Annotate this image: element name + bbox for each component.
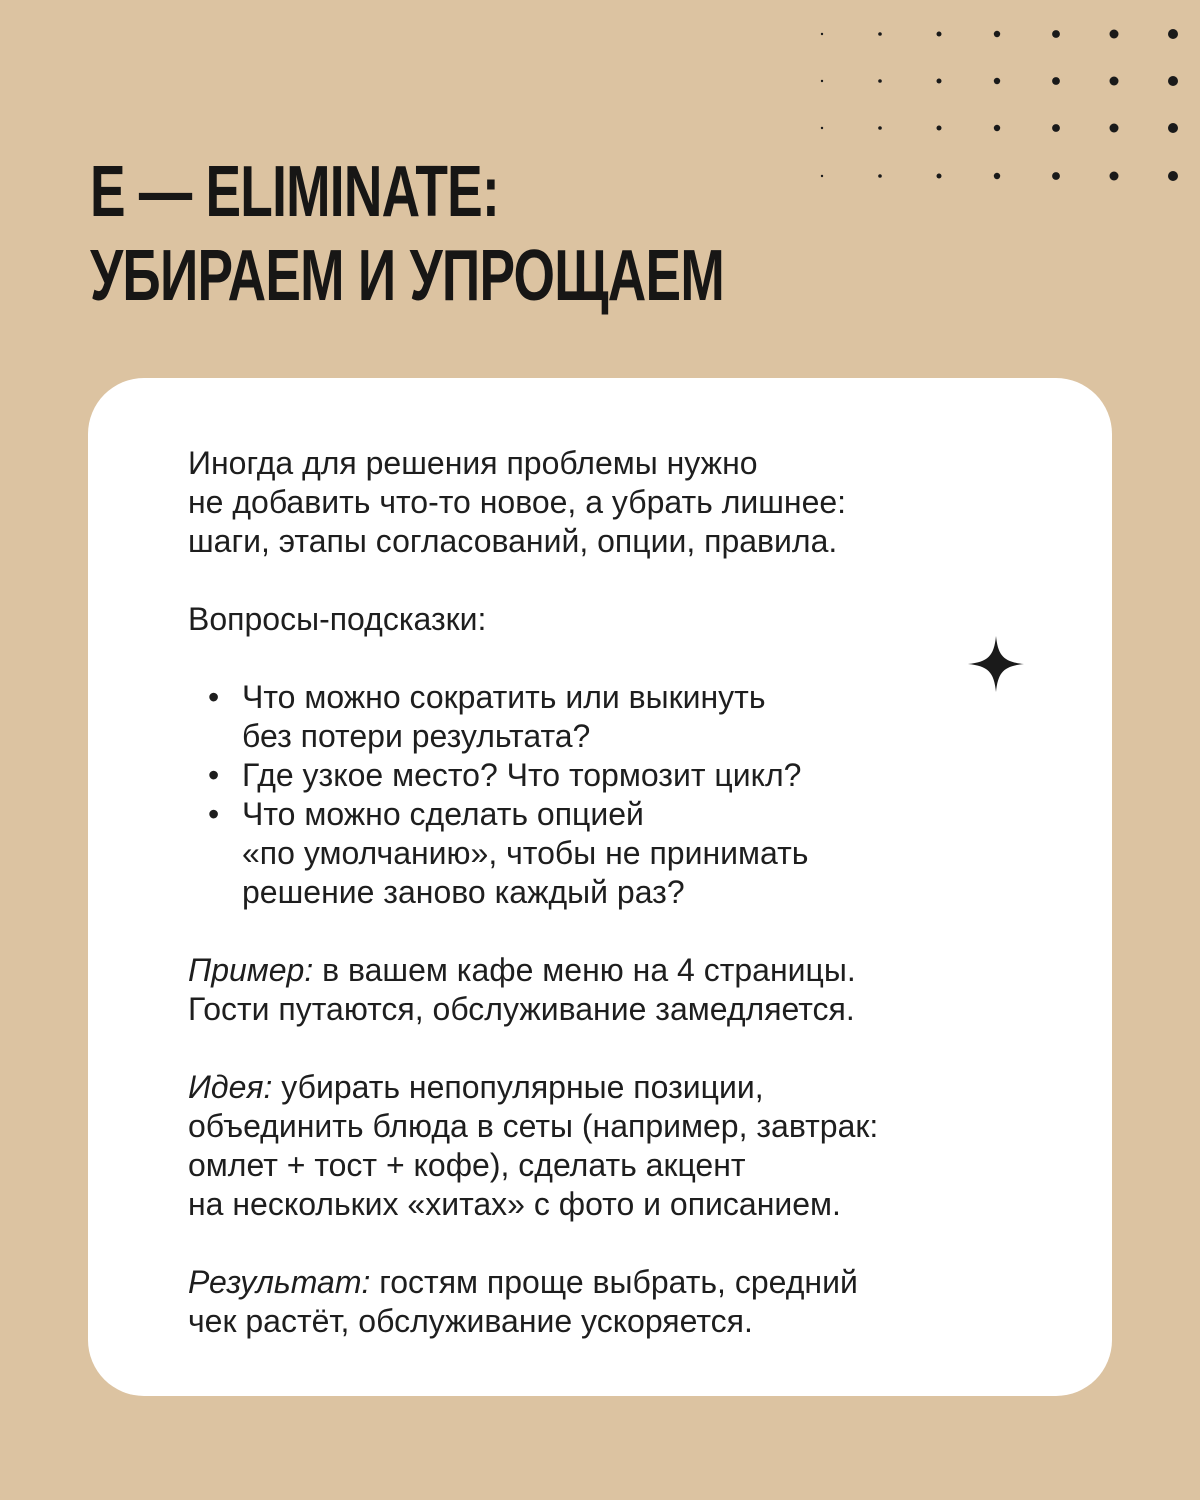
title-line-2: УБИРАЕМ И УПРОЩАЕМ — [90, 236, 724, 316]
example-paragraph — [188, 951, 1068, 1029]
list-item-line: «по умолчанию», чтобы не принимать — [242, 835, 809, 871]
decor-dot — [878, 32, 882, 36]
list-item-line: без потери результата? — [242, 718, 591, 754]
idea-text: объединить блюда в сеты (например, завтрак: — [188, 1108, 879, 1144]
idea-paragraph — [188, 1068, 1068, 1224]
page-title — [90, 150, 724, 318]
decor-dot — [821, 80, 823, 82]
decor-dot — [878, 79, 882, 83]
questions-list — [188, 678, 1068, 912]
decor-dot — [1110, 77, 1119, 86]
intro-line: не добавить что-то новое, а убрать лишнее: — [188, 484, 847, 520]
decor-dot — [821, 127, 823, 129]
list-item — [188, 795, 1068, 912]
decor-dot — [1052, 172, 1060, 180]
decor-dot — [994, 31, 1000, 37]
decor-dot — [937, 126, 942, 131]
example-text: Гости путаются, обслуживание замедляется. — [188, 991, 855, 1027]
idea-text: на нескольких «хитах» с фото и описанием. — [188, 1186, 841, 1222]
decor-dot — [1168, 29, 1178, 39]
idea-text: омлет + тост + кофе), сделать акцент — [188, 1147, 746, 1183]
decor-dot — [878, 126, 882, 130]
list-item — [188, 678, 1068, 756]
decor-dot — [821, 175, 823, 177]
decor-dot — [1168, 171, 1178, 181]
result-label: Результат: — [188, 1264, 371, 1300]
decor-dot — [1110, 124, 1119, 133]
decor-dot — [994, 78, 1000, 84]
result-text: гостям проще выбрать, средний — [370, 1264, 858, 1300]
idea-text: убирать непопулярные позиции, — [272, 1069, 764, 1105]
card-content — [188, 444, 1068, 1341]
example-label: Пример: — [188, 952, 314, 988]
idea-label: Идея: — [188, 1069, 273, 1105]
list-item-line: решение заново каждый раз? — [242, 874, 685, 910]
title-line-1: E — ELIMINATE: — [90, 152, 499, 232]
example-text: в вашем кафе меню на 4 страницы. — [313, 952, 856, 988]
list-item-line: • Что можно сократить или выкинуть — [242, 679, 766, 715]
questions-heading: Вопросы-подсказки: — [188, 601, 487, 637]
decor-dot — [878, 174, 882, 178]
decor-dot — [1052, 77, 1060, 85]
decor-dot — [1052, 30, 1060, 38]
list-item-line: • Что можно сделать опцией — [242, 796, 644, 832]
decor-dot — [1052, 124, 1060, 132]
intro-line: шаги, этапы согласований, опции, правила. — [188, 523, 838, 559]
decor-dot — [1110, 172, 1119, 181]
result-text: чек растёт, обслуживание ускоряется. — [188, 1303, 753, 1339]
decor-dot — [994, 125, 1000, 131]
decor-dot — [937, 174, 942, 179]
result-paragraph — [188, 1263, 1068, 1341]
intro-line: Иногда для решения проблемы нужно — [188, 445, 758, 481]
intro-paragraph — [188, 444, 1068, 561]
decor-dot — [937, 79, 942, 84]
decor-dot — [937, 32, 942, 37]
decor-dot — [1110, 30, 1119, 39]
decor-dot — [994, 173, 1000, 179]
decor-dot — [821, 33, 823, 35]
decor-dot — [1168, 76, 1178, 86]
decor-dot — [1168, 123, 1178, 133]
list-item-line: • Где узкое место? Что тормозит цикл? — [242, 757, 802, 793]
list-item — [188, 756, 1068, 795]
